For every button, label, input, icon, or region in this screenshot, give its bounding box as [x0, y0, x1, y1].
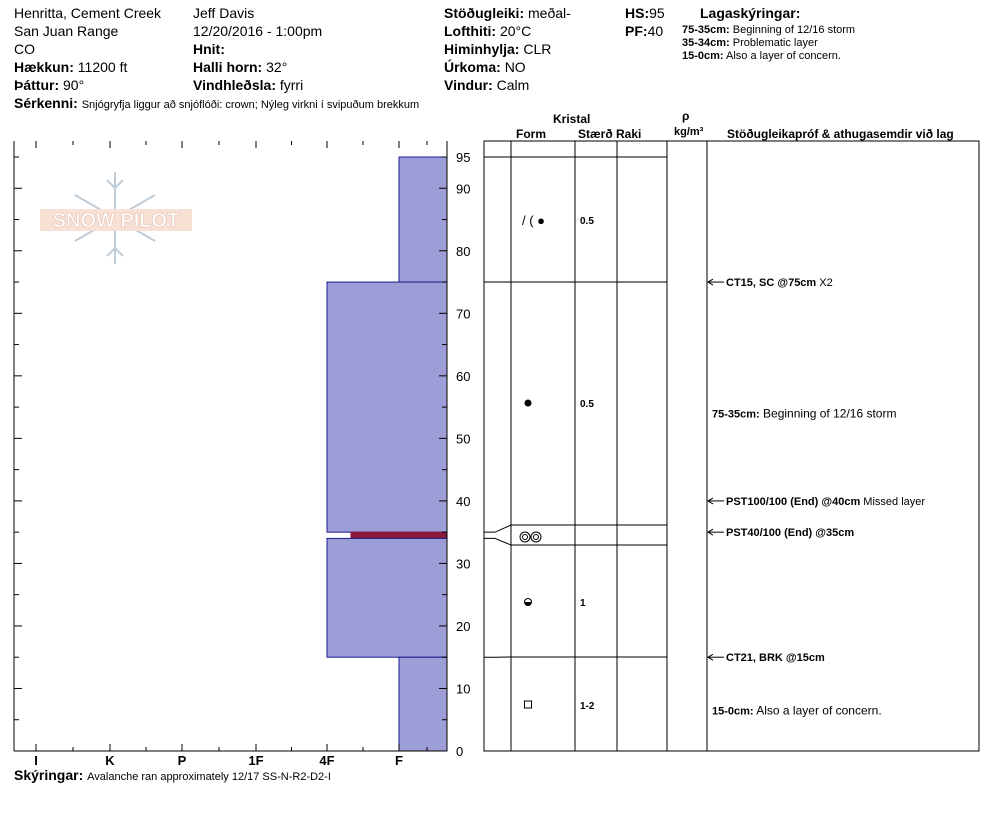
col-rho: ρ [682, 109, 690, 123]
y-tick-label: 90 [456, 181, 471, 197]
hs-value: 95 [649, 5, 665, 21]
grain-form-symbol [534, 535, 539, 540]
sky-value: CLR [523, 41, 552, 57]
observer: Jeff Davis [193, 5, 255, 21]
notes-value: Avalanche ran approximately 12/17 SS-N-R2-D2-I [87, 771, 331, 783]
slope-value: 32° [266, 59, 288, 75]
col-size: Stærð [578, 127, 613, 141]
col-moisture: Raki [616, 127, 642, 141]
grain-form-symbol [525, 400, 532, 407]
x-tick-label: I [34, 753, 38, 768]
grain-size: 1-2 [580, 701, 595, 712]
grain-form-symbol [523, 535, 528, 540]
y-tick-label: 95 [456, 150, 471, 165]
layer-note-range: 15-0cm: [682, 50, 724, 62]
layer-note-range: 35-34cm: [682, 37, 730, 49]
layer-comment: 75-35cm: Beginning of 12/16 storm [712, 406, 897, 421]
y-tick-label: 50 [456, 431, 471, 447]
y-tick-label: 20 [456, 618, 471, 634]
test-label: CT21, BRK @15cm [726, 652, 825, 665]
elevation-value: 11200 ft [77, 59, 128, 75]
pf-value: 40 [647, 23, 664, 39]
y-tick-label: 0 [456, 744, 464, 759]
slope-label: Halli horn: [193, 59, 263, 75]
wind-loading-value: fyrri [279, 77, 304, 93]
grain-size: 1 [580, 598, 586, 609]
logo-text: SNOW PILOT [52, 210, 180, 232]
stability-value: meðal- [528, 5, 571, 21]
stability-label: Stöðugleiki: [444, 5, 525, 21]
y-tick-label: 10 [456, 681, 471, 697]
features-value: Snjógryfja liggur að snjóflóði: crown; Nýleg virkni í svipuðum brekkum [81, 99, 420, 111]
depth-connector [484, 538, 511, 545]
coords-label: Hnit: [193, 41, 225, 57]
y-tick-label: 30 [456, 556, 471, 572]
grain-form-symbol: / ( ● [522, 213, 546, 228]
features-label: Sérkenni: [14, 95, 78, 111]
precip-label: Úrkoma: [444, 59, 501, 75]
hardness-layer-bar [399, 657, 447, 751]
grain-form-symbol [525, 701, 532, 708]
test-label: CT15, SC @75cm X2 [726, 277, 833, 290]
y-tick-label: 60 [456, 368, 471, 384]
air-temp-label: Lofthiti: [444, 23, 497, 39]
col-crystal: Kristal [553, 112, 591, 126]
grain-size: 0.5 [580, 399, 594, 410]
layer-note-text: Problematic layer [732, 37, 818, 49]
wind-loading-label: Vindhleðsla: [193, 77, 276, 93]
grain-form-symbol [531, 532, 541, 542]
pf-label: PF: [625, 23, 648, 39]
hardness-layer-bar [351, 532, 447, 538]
precip-value: NO [504, 59, 526, 75]
test-label: PST40/100 (End) @35cm [726, 527, 855, 540]
grain-size: 0.5 [580, 216, 594, 227]
depth-connector [484, 525, 511, 532]
test-label: PST100/100 (End) @40cm Missed layer [726, 495, 926, 508]
y-tick-label: 80 [456, 243, 471, 259]
range: San Juan Range [14, 23, 119, 39]
y-tick-label: 70 [456, 306, 471, 322]
layer-note-text: Beginning of 12/16 storm [732, 24, 856, 36]
x-tick-label: 1F [248, 753, 264, 768]
aspect-value: 90° [63, 77, 85, 93]
col-tests: Stöðugleikapróf & athugasemdir við lag [727, 127, 954, 141]
x-tick-label: F [395, 753, 403, 768]
col-form: Form [516, 127, 546, 141]
layer-note-text: Also a layer of concern. [726, 50, 841, 62]
hardness-layer-bar [327, 538, 447, 657]
hs-label: HS: [625, 5, 650, 21]
elevation-label: Hækkun: [14, 59, 74, 75]
layer-note-range: 75-35cm: [682, 24, 730, 36]
hardness-layer-bar [327, 282, 447, 532]
wind-label: Vindur: [444, 77, 493, 93]
hardness-layer-bar [399, 157, 447, 282]
datetime: 12/20/2016 - 1:00pm [193, 23, 323, 39]
sky-label: Himinhylja: [444, 41, 520, 57]
grain-form-symbol [520, 532, 530, 542]
x-tick-label: K [105, 753, 115, 768]
state: CO [14, 41, 35, 57]
layer-notes-title: Lagaskýringar: [700, 5, 801, 21]
x-tick-label: 4F [319, 753, 335, 768]
notes-label: Skýringar: [14, 767, 84, 783]
air-temp-value: 20°C [499, 23, 532, 39]
wind-value: Calm [496, 77, 530, 93]
aspect-label: Þáttur: [14, 77, 60, 93]
location: Henritta, Cement Creek [14, 5, 162, 21]
col-density-unit: kg/m³ [674, 126, 704, 138]
snowpilot-logo [40, 172, 192, 264]
layer-comment: 15-0cm: Also a layer of concern. [712, 703, 882, 718]
x-tick-label: P [177, 753, 187, 768]
y-tick-label: 40 [456, 493, 471, 509]
